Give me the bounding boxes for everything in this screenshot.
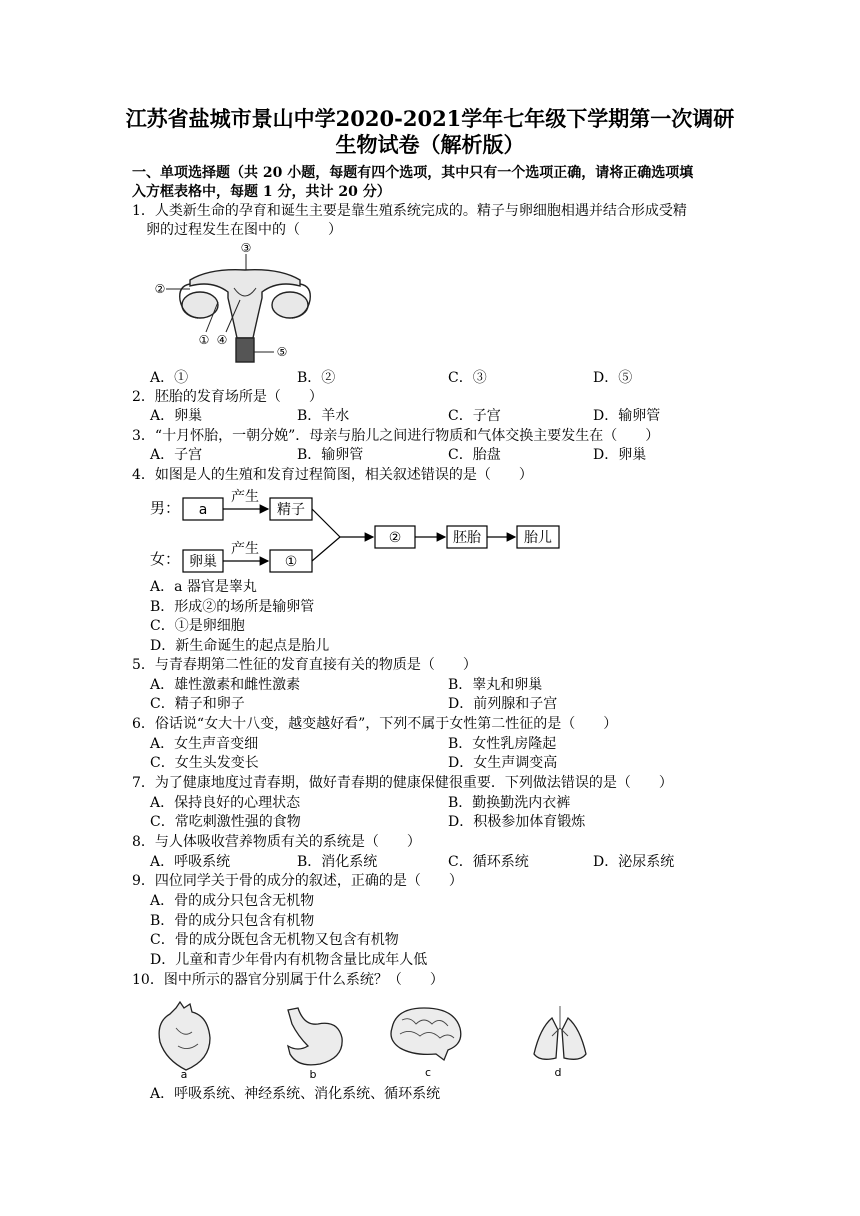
- exam-title-line2: 生物试卷（解析版）: [335, 132, 525, 157]
- box-2: ②: [388, 530, 402, 546]
- stomach-icon: [288, 1008, 342, 1065]
- q7-option-d[interactable]: D．积极参加体育锻炼: [448, 814, 586, 830]
- q8-stem: 8．与人体吸收营养物质有关的系统是（ ）: [132, 834, 421, 850]
- q5-stem: 5．与青春期第二性征的发育直接有关的物质是（ ）: [132, 657, 477, 673]
- label-1: ①: [198, 333, 210, 347]
- q10-stem: 10．图中所示的器官分别属于什么系统？（ ）: [132, 972, 444, 988]
- q9-stem: 9．四位同学关于骨的成分的叙述，正确的是（ ）: [132, 873, 463, 889]
- q1-option-a[interactable]: A．①: [150, 370, 189, 386]
- organ-label-a: a: [180, 1068, 188, 1080]
- q4-option-a[interactable]: A．a 器官是睾丸: [150, 579, 257, 595]
- label-4: ④: [216, 333, 228, 347]
- q8-option-d[interactable]: D．泌尿系统: [593, 854, 675, 870]
- left-lung-icon: [534, 1018, 558, 1059]
- heart-icon: [159, 1002, 210, 1070]
- q9-option-c[interactable]: C．骨的成分既包含无机物又包含有机物: [150, 932, 399, 948]
- q4-option-b[interactable]: B．形成②的场所是输卵管: [150, 599, 315, 615]
- organ-label-b: b: [309, 1068, 317, 1080]
- label-2: ②: [154, 282, 166, 296]
- q7-option-b[interactable]: B．勤换勤洗内衣裤: [448, 795, 571, 811]
- box-sperm: 精子: [277, 502, 305, 518]
- q2-option-a[interactable]: A．卵巢: [150, 408, 203, 424]
- q5-option-c[interactable]: C．精子和卵子: [150, 696, 245, 712]
- q6-stem: 6．俗话说“女大十八变，越变越好看”，下列不属于女性第二性征的是（ ）: [132, 716, 618, 732]
- q5-option-b[interactable]: B．睾丸和卵巢: [448, 677, 543, 693]
- brain-icon: [391, 1008, 461, 1060]
- q8-option-a[interactable]: A．呼吸系统: [150, 854, 231, 870]
- q1-option-c[interactable]: C．③: [448, 370, 487, 386]
- q7-stem: 7．为了健康地度过青春期，做好青春期的健康保健很重要．下列做法错误的是（ ）: [132, 775, 673, 791]
- q4-option-c[interactable]: C．①是卵细胞: [150, 618, 245, 634]
- q7-option-c[interactable]: C．常吃刺激性强的食物: [150, 814, 301, 830]
- label-5: ⑤: [276, 345, 288, 359]
- q2-option-d[interactable]: D．输卵管: [593, 408, 661, 424]
- q6-option-c[interactable]: C．女生头发变长: [150, 755, 259, 771]
- q1-stem-cont: 卵的过程发生在图中的（ ）: [146, 222, 342, 238]
- q2-option-c[interactable]: C．子宫: [448, 408, 501, 424]
- q1-option-b[interactable]: B．②: [297, 370, 336, 386]
- q6-option-b[interactable]: B．女性乳房隆起: [448, 736, 557, 752]
- reproduction-flow-diagram: [150, 486, 570, 578]
- q3-option-d[interactable]: D．卵巢: [593, 447, 647, 463]
- q9-option-d[interactable]: D．儿童和青少年骨内有机物含量比成年人低: [150, 952, 428, 968]
- box-fetus: 胎儿: [524, 530, 552, 546]
- q6-option-a[interactable]: A．女生声音变细: [150, 736, 259, 752]
- right-lung-icon: [562, 1018, 586, 1059]
- q5-option-a[interactable]: A．雄性激素和雌性激素: [150, 677, 301, 693]
- q4-option-d[interactable]: D．新生命诞生的起点是胎儿: [150, 638, 330, 654]
- box-ovary: 卵巢: [189, 554, 217, 570]
- q3-stem: 3．“十月怀胎，一朝分娩”．母亲与胎儿之间进行物质和气体交换主要发生在（ ）: [132, 428, 660, 444]
- female-reproductive-diagram: [150, 240, 340, 365]
- box-1: ①: [284, 554, 298, 570]
- q8-option-b[interactable]: B．消化系统: [297, 854, 378, 870]
- male-label: 男：: [150, 499, 181, 517]
- q6-option-d[interactable]: D．女生声调变高: [448, 755, 558, 771]
- q8-option-c[interactable]: C．循环系统: [448, 854, 529, 870]
- q9-option-a[interactable]: A．骨的成分只包含无机物: [150, 893, 315, 909]
- q9-option-b[interactable]: B．骨的成分只包含有机物: [150, 913, 315, 929]
- q2-stem: 2．胚胎的发育场所是（ ）: [132, 389, 323, 405]
- q10-option-a[interactable]: A．呼吸系统、神经系统、消化系统、循环系统: [150, 1086, 441, 1102]
- box-a: a: [198, 502, 208, 518]
- q3-option-a[interactable]: A．子宫: [150, 447, 203, 463]
- organ-images: [148, 998, 608, 1080]
- organ-label-c: c: [424, 1066, 432, 1079]
- section-heading: 一、单项选择题（共 20 小题，每题有四个选项，其中只有一个选项正确，请将正确选项填: [132, 165, 694, 181]
- q2-option-b[interactable]: B．羊水: [297, 408, 350, 424]
- produce-label-female: 产生: [231, 541, 259, 557]
- box-embryo: 胚胎: [453, 530, 481, 546]
- q3-option-b[interactable]: B．输卵管: [297, 447, 364, 463]
- q5-option-d[interactable]: D．前列腺和子宫: [448, 696, 558, 712]
- q4-stem: 4．如图是人的生殖和发育过程简图，相关叙述错误的是（ ）: [132, 467, 533, 483]
- q1-option-d[interactable]: D．⑤: [593, 370, 633, 386]
- label-3: ③: [240, 241, 252, 255]
- produce-label-male: 产生: [231, 489, 259, 505]
- section-heading-cont: 入方框表格中，每题 1 分，共计 20 分）: [132, 184, 391, 200]
- exam-title-line1: 江苏省盐城市景山中学2020-2021学年七年级下学期第一次调研: [125, 106, 735, 131]
- q1-stem: 1．人类新生命的孕育和诞生主要是靠生殖系统完成的。精子与卵细胞相遇并结合形成受精: [132, 203, 687, 219]
- q7-option-a[interactable]: A．保持良好的心理状态: [150, 795, 301, 811]
- organ-label-d: d: [554, 1066, 562, 1079]
- q3-option-c[interactable]: C．胎盘: [448, 447, 501, 463]
- female-label: 女：: [150, 550, 181, 568]
